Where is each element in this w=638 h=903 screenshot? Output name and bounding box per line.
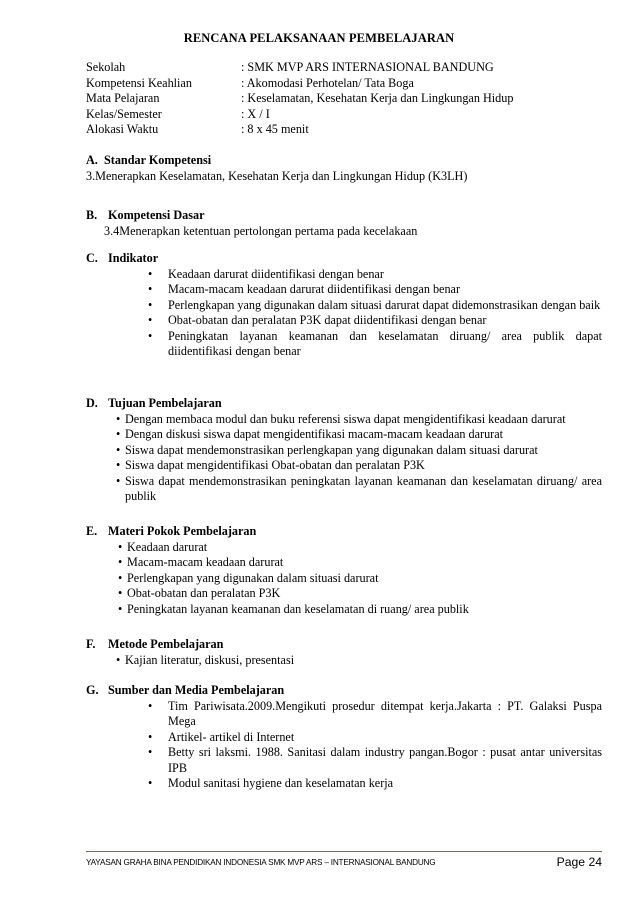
info-value: : X / I: [241, 106, 270, 121]
list-item: • Dengan membaca modul dan buku referensi siswa dapat mengidentifikasi keadaan darurat: [116, 412, 602, 428]
section-letter: A.: [86, 153, 98, 167]
sumber-list: [148, 699, 602, 792]
section-letter: D.: [86, 396, 98, 410]
section-metode-pembelajaran: [86, 637, 602, 668]
list-item: • Tim Pariwisata.2009.Mengikuti prosedur ditempat kerja.Jakarta : PT. Galaksi Puspa Mega: [148, 699, 602, 730]
section-letter: F.: [86, 637, 96, 651]
list-item: • Macam-macam keadaan darurat diidentifikasi dengan benar: [148, 282, 602, 298]
section-title: Tujuan Pembelajaran: [108, 396, 222, 410]
indikator-list: [148, 267, 602, 360]
list-item: • Dengan diskusi siswa dapat mengidentifikasi macam-macam keadaan darurat: [116, 427, 602, 443]
info-block: [86, 60, 513, 138]
info-label: Kompetensi Keahlian: [86, 75, 192, 90]
info-label: Alokasi Waktu: [86, 122, 159, 136]
section-indikator: [86, 251, 602, 360]
info-value: : Akomodasi Perhotelan/ Tata Boga: [241, 75, 414, 90]
section-materi-pokok: [86, 524, 602, 617]
list-item: • Perlengkapan yang digunakan dalam situasi darurat dapat didemonstrasikan dengan baik: [148, 298, 602, 314]
section-letter: G.: [86, 683, 99, 697]
info-row-kompetensi-keahlian: [86, 76, 513, 92]
list-item: • Siswa dapat mendemonstrasikan perlengkapan yang digunakan dalam situasi darurat: [116, 443, 602, 459]
section-letter: C.: [86, 251, 98, 265]
page-number: Page 24: [556, 855, 602, 869]
section-title: Indikator: [108, 251, 159, 265]
info-label: Sekolah: [86, 60, 126, 74]
section-letter: B.: [86, 208, 98, 222]
list-item: • Peningkatan layanan keamanan dan keselamatan diruang/ area publik dapat diidentifikasi dengan benar: [148, 329, 602, 360]
section-heading: [86, 524, 602, 540]
section-title: Standar Kompetensi: [104, 153, 212, 167]
list-item: • Peningkatan layanan keamanan dan keselamatan di ruang/ area publik: [118, 602, 602, 618]
info-label: Kelas/Semester: [86, 106, 162, 121]
section-letter: E.: [86, 524, 98, 538]
list-item: • Siswa dapat mengidentifikasi Obat-obatan dan peralatan P3K: [116, 458, 602, 474]
document-title: RENCANA PELAKSANAAN PEMBELAJARAN: [183, 31, 455, 45]
list-item: • Keadaan darurat diidentifikasi dengan benar: [148, 267, 602, 283]
tujuan-list: [116, 412, 602, 505]
info-row-mata-pelajaran: [86, 91, 513, 107]
section-title: Sumber dan Media Pembelajaran: [108, 683, 285, 697]
section-kompetensi-dasar: [86, 208, 602, 239]
list-item: • Modul sanitasi hygiene dan keselamatan kerja: [148, 776, 602, 792]
section-heading: [86, 683, 602, 699]
list-item: • Artikel- artikel di Internet: [148, 730, 602, 746]
info-row-kelas-semester: [86, 107, 513, 123]
section-heading: [86, 396, 602, 412]
materi-list: [118, 540, 602, 618]
section-title: Materi Pokok Pembelajaran: [108, 524, 257, 538]
list-item: • Kajian literatur, diskusi, presentasi: [116, 653, 602, 669]
info-label: Mata Pelajaran: [86, 91, 160, 105]
list-item: • Siswa dapat mendemonstrasikan peningkatan layanan keamanan dan keselamatan diruang/ area publik: [116, 474, 602, 505]
section-title: Metode Pembelajaran: [108, 637, 224, 651]
list-item: • Macam-macam keadaan darurat: [118, 555, 602, 571]
footer-institution: YAYASAN GRAHA BINA PENDIDIKAN INDONESIA SMK MVP ARS – INTERNASIONAL BANDUNG: [86, 858, 436, 867]
metode-list: [116, 653, 602, 669]
section-heading: [86, 153, 602, 169]
section-text: 3.4Menerapkan ketentuan pertolongan pertama pada kecelakaan: [104, 223, 418, 238]
list-item: • Betty sri laksmi. 1988. Sanitasi dalam industry pangan.Bogor : pusat antar universitas IPB: [148, 745, 602, 776]
section-heading: [86, 637, 602, 653]
footer-divider: [86, 851, 602, 852]
section-heading: [86, 208, 602, 224]
info-value: : Keselamatan, Kesehatan Kerja dan Lingkungan Hidup: [241, 91, 514, 105]
info-value: : 8 x 45 menit: [241, 122, 309, 136]
section-sumber-media: [86, 683, 602, 792]
section-tujuan-pembelajaran: [86, 396, 602, 505]
section-heading: [86, 251, 602, 267]
section-standar-kompetensi: [86, 153, 602, 184]
list-item: • Keadaan darurat: [118, 540, 602, 556]
section-title: Kompetensi Dasar: [108, 208, 205, 222]
info-row-alokasi-waktu: [86, 122, 513, 138]
list-item: • Perlengkapan yang digunakan dalam situasi darurat: [118, 571, 602, 587]
list-item: • Obat-obatan dan peralatan P3K: [118, 586, 602, 602]
info-row-sekolah: [86, 60, 513, 76]
info-value: : SMK MVP ARS INTERNASIONAL BANDUNG: [241, 60, 494, 74]
list-item: • Obat-obatan dan peralatan P3K dapat diidentifikasi dengan benar: [148, 313, 602, 329]
section-text: 3.Menerapkan Keselamatan, Kesehatan Kerja dan Lingkungan Hidup (K3LH): [86, 168, 468, 183]
